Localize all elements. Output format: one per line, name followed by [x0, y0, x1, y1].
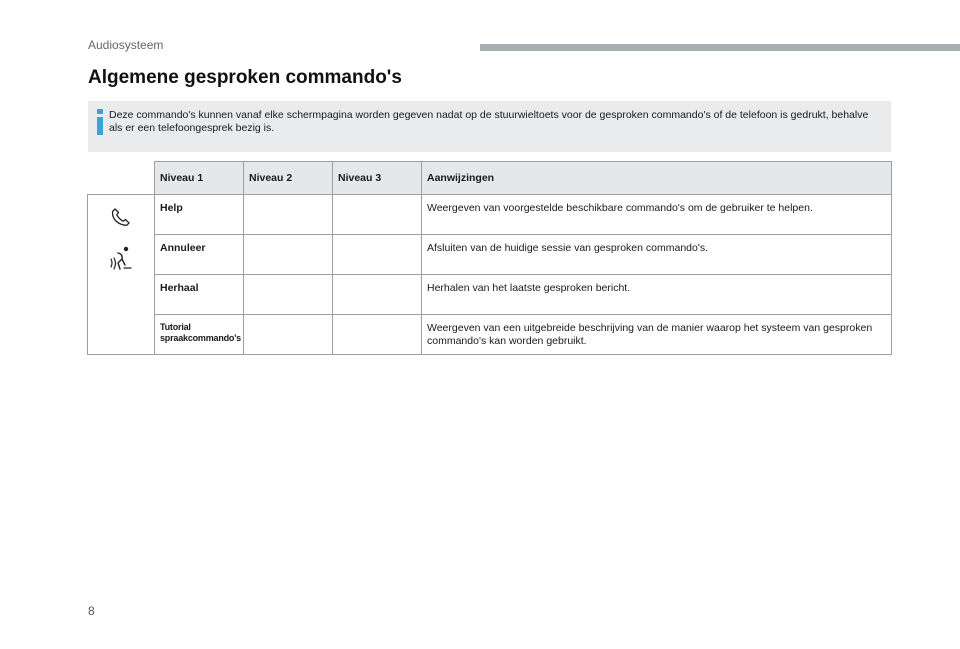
row-level-3 — [333, 195, 422, 235]
row-level-2 — [244, 235, 333, 275]
row-remark: Weergeven van voorgestelde beschikbare commando's om de gebruiker te helpen. — [422, 195, 892, 235]
row-level-1: Tutorial spraakcommando's — [155, 315, 244, 355]
header-level-3: Niveau 3 — [333, 162, 422, 195]
page-title: Algemene gesproken commando's — [88, 67, 402, 88]
row-level-2 — [244, 195, 333, 235]
row-level-1: Herhaal — [155, 275, 244, 315]
info-box — [88, 101, 891, 152]
header-blank-cell — [88, 162, 155, 195]
voice-command-icon — [109, 245, 133, 271]
table-row — [88, 235, 892, 275]
info-icon — [94, 109, 106, 135]
header-level-1: Niveau 1 — [155, 162, 244, 195]
table-row — [88, 275, 892, 315]
row-level-3 — [333, 275, 422, 315]
header-level-2: Niveau 2 — [244, 162, 333, 195]
row-level-3 — [333, 315, 422, 355]
icon-cell — [88, 195, 155, 355]
header-remarks: Aanwijzingen — [422, 162, 892, 195]
row-level-3 — [333, 235, 422, 275]
row-level-1: Annuleer — [155, 235, 244, 275]
table-header-row — [88, 162, 892, 195]
table-row — [88, 195, 892, 235]
header-bar — [480, 44, 960, 51]
voice-commands-table — [87, 161, 892, 355]
row-level-1: Help — [155, 195, 244, 235]
row-level-2 — [244, 315, 333, 355]
page-number: 8 — [88, 604, 95, 618]
row-remark: Weergeven van een uitgebreide beschrijving van de manier waarop het systeem van gesproken commando's kan worden gebruikt. — [422, 315, 892, 355]
row-level-2 — [244, 275, 333, 315]
info-text: Deze commando's kunnen vanaf elke schermpagina worden gegeven nadat op de stuurwieltoets voor de gesproken commando's of de telefoon is gedrukt, behalve als er een telefoongesprek bezig is. — [109, 109, 869, 134]
phone-icon — [111, 207, 131, 227]
table-row — [88, 315, 892, 355]
row-remark: Afsluiten van de huidige sessie van gesproken commando's. — [422, 235, 892, 275]
row-remark: Herhalen van het laatste gesproken bericht. — [422, 275, 892, 315]
section-label: Audiosysteem — [88, 38, 164, 52]
